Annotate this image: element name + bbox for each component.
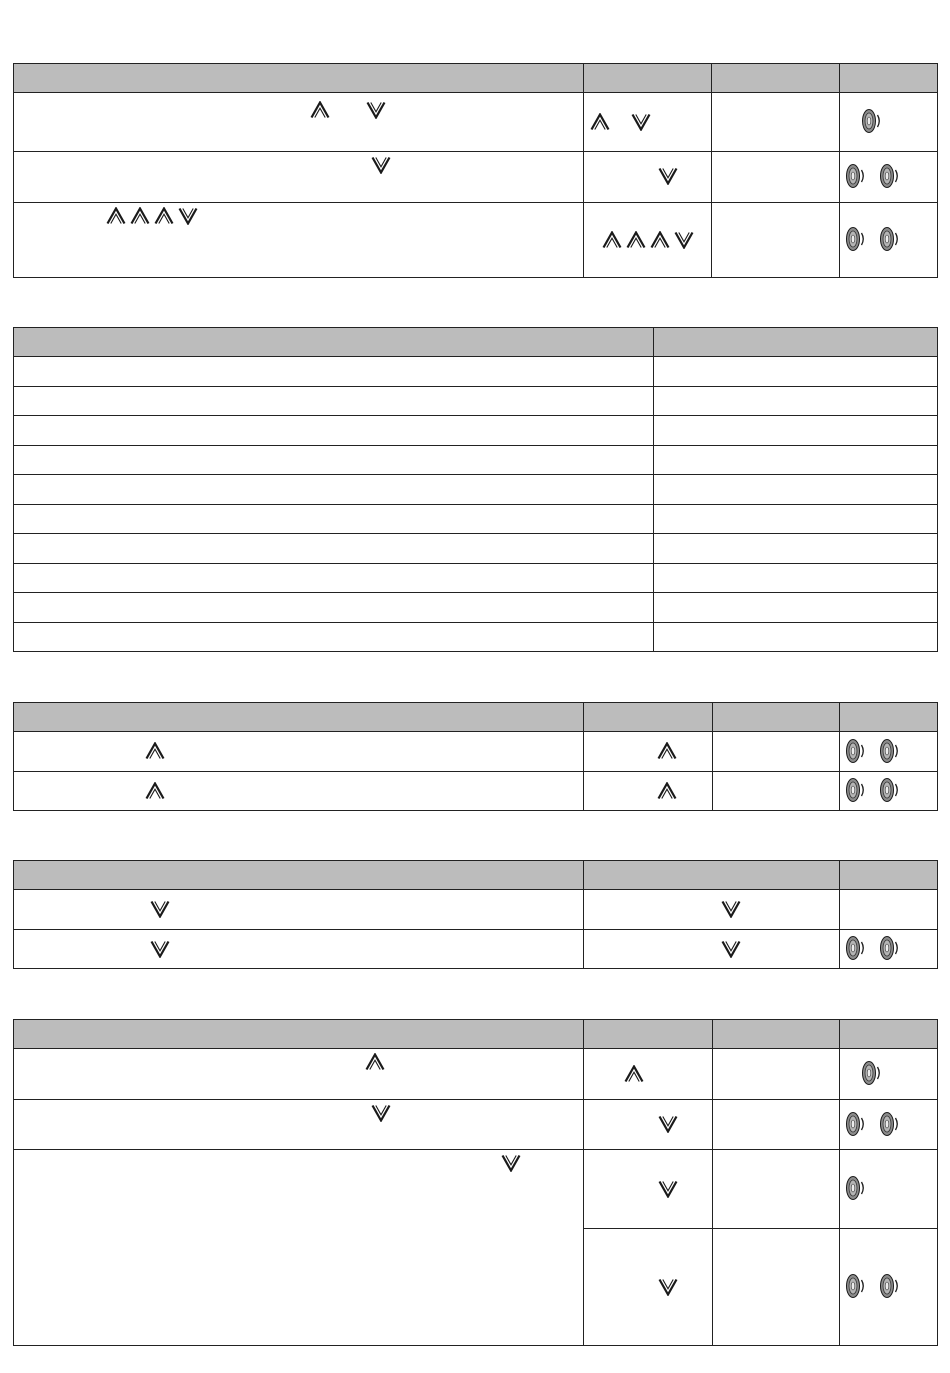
up-key-icon [650,231,670,249]
table-4-row-2-keys [583,929,840,969]
table-5-row-1-blank [712,1048,840,1100]
table-1-row-1-description [13,92,584,152]
table-2-row-6-col-2 [653,504,938,534]
down-key-icon [721,900,741,918]
down-key-icon [721,940,741,958]
speaker-beep-icon [845,163,867,189]
table-2-row-1-col-2 [653,356,938,387]
table-3-header-col-2 [583,702,713,732]
table-2-row-4-col-2 [653,445,938,475]
speaker-beep-icon [879,935,901,961]
speaker-beep-icon [879,226,901,252]
table-3-row-2-blank [712,771,840,811]
speaker-beep-icon [879,738,901,764]
down-key-icon [371,156,391,174]
table-2-row-4-col-1 [13,445,654,475]
up-key-icon [130,207,150,225]
table-4-row-1-description [13,889,584,930]
table-5-header-col-1 [13,1019,584,1049]
speaker-beep-icon [845,1273,867,1299]
table-2-row-1-col-1 [13,356,654,387]
down-key-icon [501,1154,521,1172]
speaker-beep-icon [879,163,901,189]
down-key-icon [150,940,170,958]
table-3-row-2-keys [583,771,713,811]
table-3-row-1-keys [583,731,713,772]
table-1-row-2-keys [583,151,712,203]
down-key-icon [658,1278,678,1296]
table-5-row-3a-blank [712,1149,840,1229]
down-key-icon [366,101,386,119]
table-4-header-col-3 [839,860,938,890]
table-1-row-1-blank [711,92,840,152]
table-5-row-2-description [13,1099,584,1150]
table-2-row-2-col-1 [13,386,654,416]
table-1-header-col-2 [583,63,712,93]
table-2-header-col-1 [13,327,654,357]
table-2-row-5-col-2 [653,474,938,505]
table-1-header-col-1 [13,63,584,93]
speaker-beep-icon [861,108,883,134]
table-5-row-3-description [13,1149,584,1346]
table-2-row-6-col-1 [13,504,654,534]
table-2-row-7-col-2 [653,533,938,564]
table-5-row-1-description [13,1048,584,1100]
down-key-icon [150,900,170,918]
table-1-row-3-description [13,202,584,278]
table-5-row-3b-blank [712,1228,840,1346]
table-2-row-9-col-2 [653,592,938,623]
down-key-icon [658,167,678,185]
table-4-row-2-description [13,929,584,969]
table-2-row-7-col-1 [13,533,654,564]
table-2-row-3-col-2 [653,415,938,446]
up-key-icon [145,782,165,800]
table-5-row-3a-keys [583,1149,713,1229]
down-key-icon [658,1115,678,1133]
speaker-beep-icon [879,1111,901,1137]
table-3-row-1-blank [712,731,840,772]
table-1-header-col-4 [839,63,938,93]
table-1-row-2-description [13,151,584,203]
up-key-icon [602,231,622,249]
table-5-header-col-4 [839,1019,938,1049]
down-key-icon [658,1180,678,1198]
table-2-header-col-2 [653,327,938,357]
table-2-row-10-col-2 [653,622,938,652]
table-4-header-col-1 [13,860,584,890]
table-3-row-1-description [13,731,584,772]
table-2-row-2-col-2 [653,386,938,416]
up-key-icon [310,101,330,119]
table-4-row-1-keys [583,889,840,930]
table-3-header-col-4 [839,702,938,732]
table-1-row-2-blank [711,151,840,203]
table-5-row-2-blank [712,1099,840,1150]
table-2-row-8-col-1 [13,563,654,593]
table-2-row-5-col-1 [13,474,654,505]
table-3-row-2-description [13,771,584,811]
up-key-icon [365,1053,385,1071]
speaker-beep-icon [879,1273,901,1299]
speaker-beep-icon [845,1175,867,1201]
down-key-icon [674,231,694,249]
table-1-header-col-3 [711,63,840,93]
table-1-row-3-blank [711,202,840,278]
table-4-header-col-2 [583,860,840,890]
speaker-beep-icon [845,1111,867,1137]
up-key-icon [106,207,126,225]
table-5-row-1-beep [839,1048,938,1100]
speaker-beep-icon [845,226,867,252]
table-2-row-9-col-1 [13,592,654,623]
speaker-beep-icon [845,777,867,803]
speaker-beep-icon [845,935,867,961]
table-5-row-2-keys [583,1099,713,1150]
up-key-icon [154,207,174,225]
speaker-beep-icon [861,1060,883,1086]
up-key-icon [657,782,677,800]
table-5-row-3b-keys [583,1228,713,1346]
down-key-icon [631,113,651,131]
table-1-row-1-beep [839,92,938,152]
table-2-row-3-col-1 [13,415,654,446]
up-key-icon [657,742,677,760]
table-2-row-8-col-2 [653,563,938,593]
down-key-icon [371,1104,391,1122]
table-5-header-col-2 [583,1019,713,1049]
up-key-icon [626,231,646,249]
table-5-header-col-3 [712,1019,840,1049]
table-4-row-1-beep [839,889,938,930]
up-key-icon [145,742,165,760]
table-3-header-col-3 [712,702,840,732]
speaker-beep-icon [845,738,867,764]
speaker-beep-icon [879,777,901,803]
table-2-row-10-col-1 [13,622,654,652]
down-key-icon [178,207,198,225]
up-key-icon [590,113,610,131]
up-key-icon [624,1065,644,1083]
table-5-row-1-keys [583,1048,713,1100]
table-3-header-col-1 [13,702,584,732]
